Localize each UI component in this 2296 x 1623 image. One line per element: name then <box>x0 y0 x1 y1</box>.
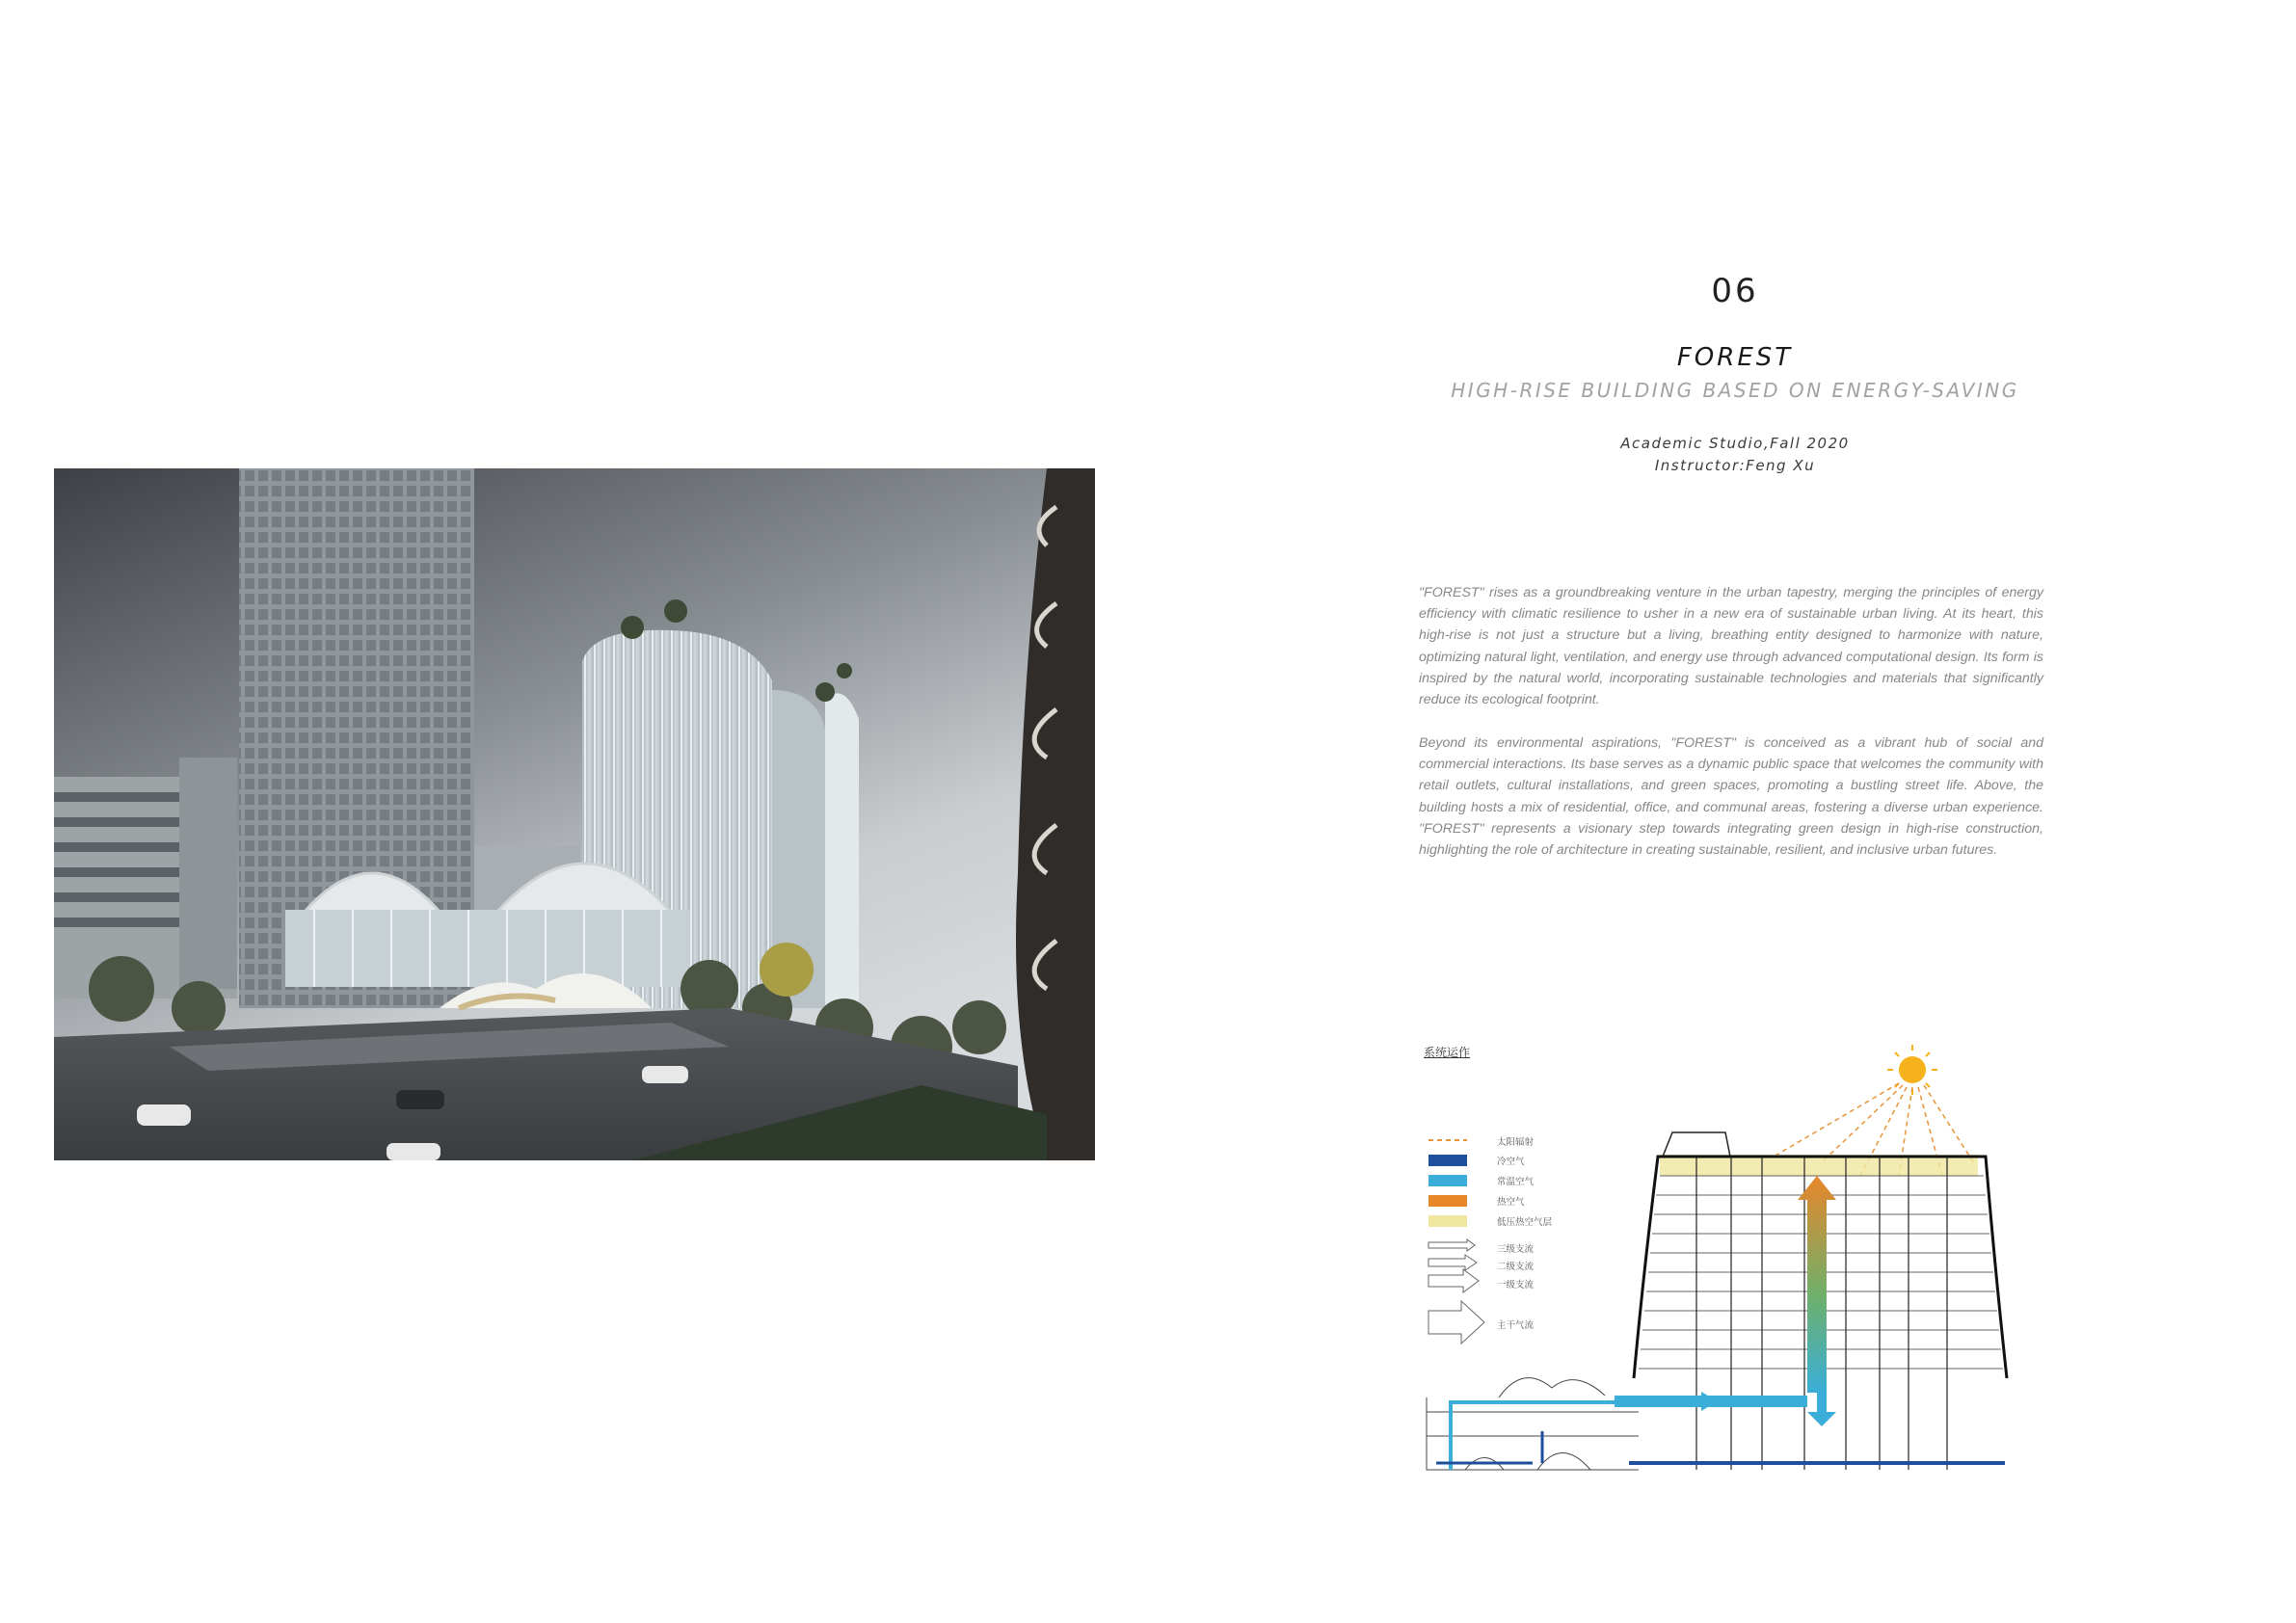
building-render-image <box>54 468 1095 1160</box>
legend-label-hot-air: 热空气 <box>1497 1197 1525 1208</box>
legend-swatch-normal-air <box>1428 1175 1467 1186</box>
project-title: FOREST <box>1676 343 1794 372</box>
legend-arrow-primary <box>1428 1269 1479 1292</box>
instructor-line: Instructor:Feng Xu <box>1654 457 1816 474</box>
legend-label-main-flow: 主干气流 <box>1497 1320 1535 1331</box>
description-paragraph-2: Beyond its environmental aspirations, "FOREST" is conceived as a vibrant hub of social and commercial interactions. Its base serves as a dynamic public space that welcomes the community with retail outlets, cultural installations, and green spaces, promoting a bustling street life. Above, the building hosts a mix of residential, office, and communal areas, fostering a diverse urban experience. "FOREST" represents a visionary step towards integrating green design in high-rise construction, highlighting the role of architecture in creating sustainable, resilient, and inclusive urban futures. <box>1419 735 2043 859</box>
legend-label-secondary-flow: 二级支流 <box>1497 1262 1535 1272</box>
project-subtitle: HIGH-RISE BUILDING BASED ON ENERGY-SAVING <box>1451 379 2019 402</box>
legend-swatch-hot-air <box>1428 1195 1467 1207</box>
diagram-title: 系统运作 <box>1424 1046 1471 1059</box>
legend-label-tertiary-flow: 三级支流 <box>1497 1244 1535 1255</box>
legend-label-primary-flow: 一级支流 <box>1497 1280 1535 1290</box>
system-operation-diagram <box>1407 1031 2063 1484</box>
legend-swatch-cold-air <box>1428 1155 1467 1166</box>
legend-arrow-main <box>1428 1301 1484 1344</box>
legend-label-normal-air: 常温空气 <box>1497 1177 1535 1187</box>
legend-label-solar: 太阳辐射 <box>1497 1137 1535 1148</box>
studio-line: Academic Studio,Fall 2020 <box>1620 435 1850 452</box>
legend-swatch-low-pressure <box>1428 1215 1467 1227</box>
legend-label-cold-air: 冷空气 <box>1497 1157 1525 1167</box>
description-paragraph-1: "FOREST" rises as a groundbreaking venture in the urban tapestry, merging the principles of energy efficiency with climatic resilience to usher in a new era of sustainable urban living. At its heart, this high-rise is not just a structure but a living, breathing entity designed to harmonize with nature, optimizing natural light, ventilation, and energy use through advanced computational design. Its form is inspired by the natural world, incorporating sustainable technologies and materials that significantly reduce its ecological footprint. <box>1419 585 2043 708</box>
project-number: 06 <box>1711 272 1759 310</box>
legend-arrow-secondary <box>1428 1255 1477 1270</box>
legend-arrow-tertiary <box>1428 1239 1475 1251</box>
legend-label-low-pressure: 低压热空气层 <box>1497 1217 1553 1228</box>
